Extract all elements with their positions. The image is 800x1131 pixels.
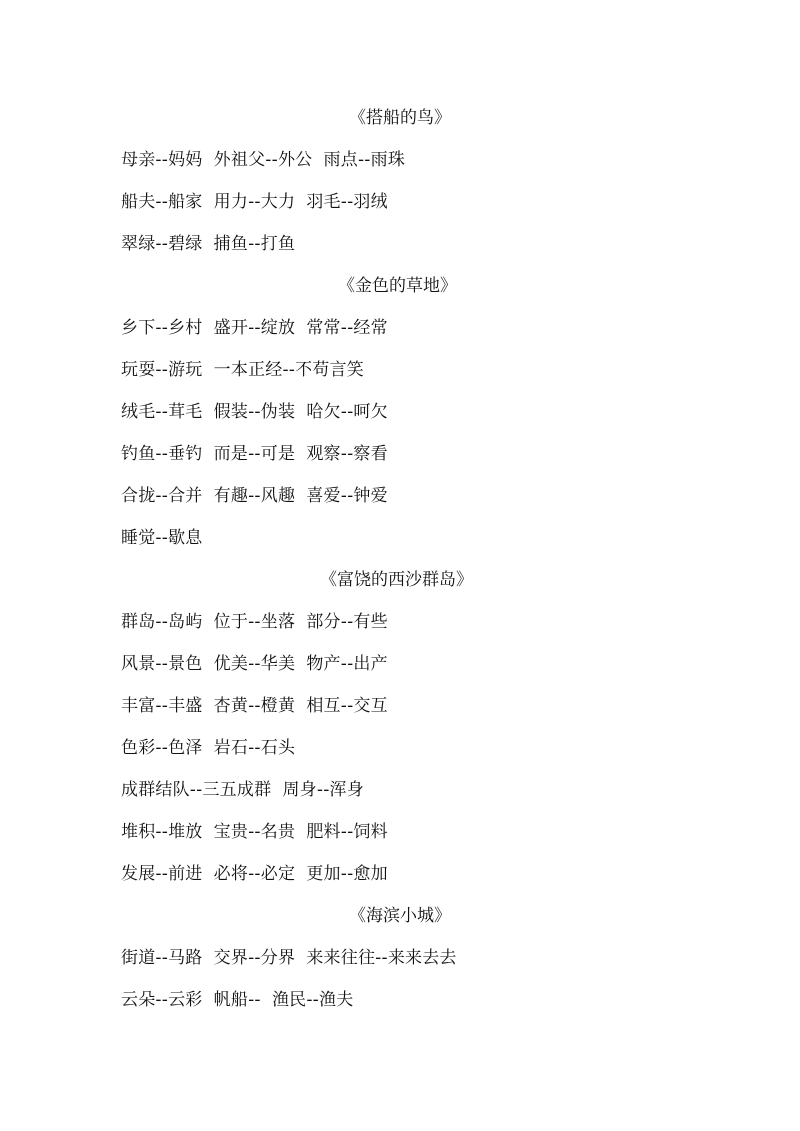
synonym-line: 云朵--云彩 帆船-- 渔民--渔夫 [121, 990, 354, 1010]
synonym-line: 合拢--合并 有趣--风趣 喜爱--钟爱 [121, 486, 388, 506]
synonym-line: 船夫--船家 用力--大力 羽毛--羽绒 [121, 192, 388, 212]
synonym-line: 母亲--妈妈 外祖父--外公 雨点--雨珠 [121, 150, 406, 170]
synonym-line: 钓鱼--垂钓 而是--可是 观察--察看 [121, 444, 388, 464]
synonym-line: 睡觉--歇息 [121, 528, 203, 548]
synonym-line: 绒毛--茸毛 假装--伪装 哈欠--呵欠 [121, 402, 388, 422]
section-title: 《富饶的西沙群岛》 [320, 570, 473, 590]
synonym-line: 成群结队--三五成群 周身--浑身 [121, 780, 364, 800]
synonym-line: 丰富--丰盛 杏黄--橙黄 相互--交互 [121, 696, 388, 716]
section-title: 《海滨小城》 [349, 906, 451, 926]
synonym-line: 玩耍--游玩 一本正经--不苟言笑 [121, 360, 364, 380]
synonym-line: 色彩--色泽 岩石--石头 [121, 738, 296, 758]
synonym-line: 翠绿--碧绿 捕鱼--打鱼 [121, 234, 296, 254]
synonym-line: 堆积--堆放 宝贵--名贵 肥料--饲料 [121, 822, 388, 842]
synonym-line: 街道--马路 交界--分界 来来往往--来来去去 [121, 948, 457, 968]
synonym-line: 发展--前进 必将--必定 更加--愈加 [121, 864, 388, 884]
synonym-line: 群岛--岛屿 位于--坐落 部分--有些 [121, 612, 388, 632]
section-title: 《金色的草地》 [338, 276, 457, 296]
synonym-line: 乡下--乡村 盛开--绽放 常常--经常 [121, 318, 388, 338]
synonym-line: 风景--景色 优美--华美 物产--出产 [121, 654, 388, 674]
section-title: 《搭船的鸟》 [349, 108, 451, 128]
